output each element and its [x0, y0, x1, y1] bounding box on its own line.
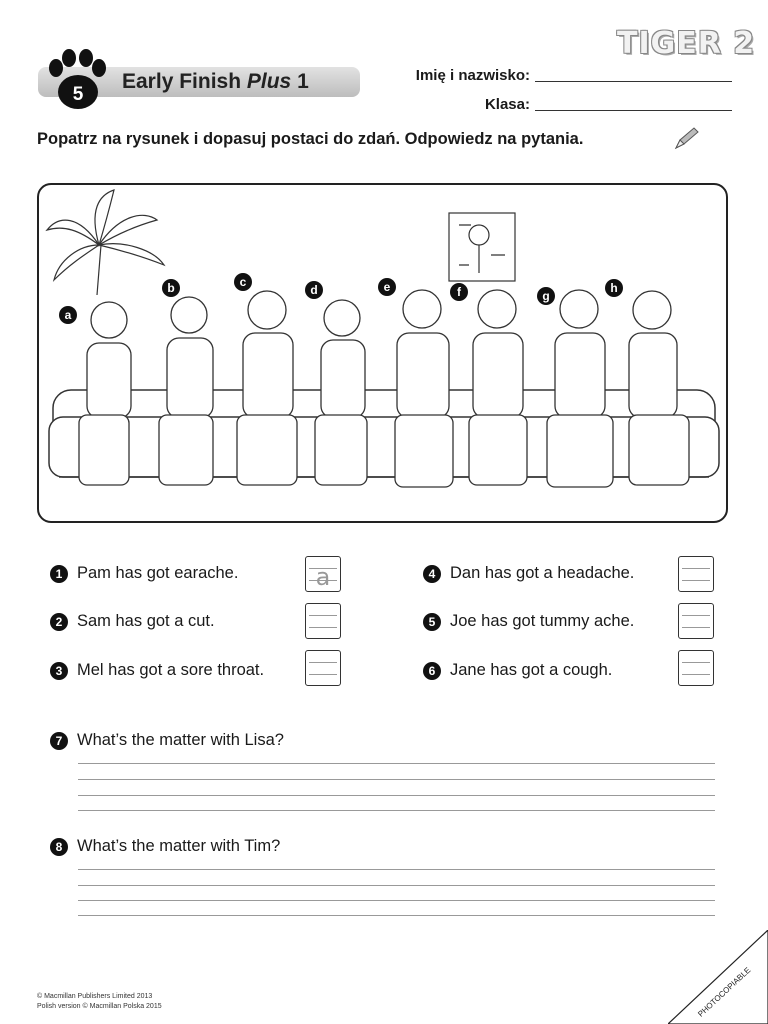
tiger-logo: TIGER 2 — [617, 26, 756, 61]
title-main: Early Finish — [122, 70, 247, 93]
item-sentence: Mel has got a sore throat. — [77, 661, 265, 679]
item-sentence: Jane has got a cough. — [450, 661, 613, 679]
item-number: 4 — [423, 565, 441, 583]
item-number: 3 — [50, 662, 68, 680]
character-d — [315, 300, 367, 485]
character-f — [469, 290, 527, 485]
title-number: 1 — [291, 70, 309, 93]
answer-box[interactable] — [678, 603, 714, 639]
item-number: 5 — [423, 613, 441, 631]
letter-c: c — [234, 273, 252, 291]
answer-example: a — [315, 563, 331, 591]
worksheet-title — [122, 70, 309, 94]
answer-line[interactable] — [78, 869, 715, 870]
item-sentence: Sam has got a cut. — [77, 612, 215, 630]
photocopiable-label: PHOTOCOPIABLE — [696, 965, 753, 1019]
item-number: 1 — [50, 565, 68, 583]
instruction-text: Popatrz na rysunek i dopasuj postaci do zdań. Odpowiedz na pytania. — [37, 130, 584, 148]
unit-number: 5 — [72, 84, 84, 105]
letter-g: g — [537, 287, 555, 305]
class-field[interactable] — [535, 110, 732, 111]
answer-box[interactable] — [305, 556, 341, 592]
letter-b: b — [162, 279, 180, 297]
illustration-frame — [37, 183, 728, 523]
character-e — [395, 290, 453, 487]
title-plus: Plus — [246, 70, 292, 93]
character-c — [237, 291, 297, 485]
answer-box[interactable] — [678, 556, 714, 592]
answer-box[interactable] — [305, 603, 341, 639]
item-number: 6 — [423, 662, 441, 680]
answer-line[interactable] — [78, 885, 715, 886]
palm-plant-icon — [47, 190, 164, 295]
question-text: What’s the matter with Tim? — [77, 837, 281, 855]
copyright-line: © Macmillan Publishers Limited 2013 — [37, 993, 153, 1000]
question-number: 8 — [50, 838, 68, 856]
letter-e: e — [378, 278, 396, 296]
item-sentence: Dan has got a headache. — [450, 564, 635, 582]
letter-f: f — [450, 283, 468, 301]
answer-line[interactable] — [78, 795, 715, 796]
answer-line[interactable] — [78, 810, 715, 811]
waiting-room-illustration — [39, 185, 726, 521]
name-label: Imię i nazwisko: — [415, 67, 530, 84]
answer-line[interactable] — [78, 900, 715, 901]
item-number: 2 — [50, 613, 68, 631]
letter-a: a — [59, 306, 77, 324]
name-field[interactable] — [535, 81, 732, 82]
letter-h: h — [605, 279, 623, 297]
sofa — [49, 390, 719, 477]
anatomy-poster — [449, 213, 515, 281]
question-number: 7 — [50, 732, 68, 750]
item-sentence: Joe has got tummy ache. — [450, 612, 635, 630]
answer-box[interactable] — [678, 650, 714, 686]
character-g — [547, 290, 613, 487]
letter-d: d — [305, 281, 323, 299]
character-a — [79, 302, 131, 485]
answer-line[interactable] — [78, 915, 715, 916]
pencil-icon — [672, 126, 700, 152]
question-text: What’s the matter with Lisa? — [77, 731, 284, 749]
character-h — [629, 291, 689, 485]
answer-line[interactable] — [78, 763, 715, 764]
answer-line[interactable] — [78, 779, 715, 780]
photocopiable-corner — [668, 930, 768, 1024]
copyright-line-polish: Polish version © Macmillan Polska 2015 — [37, 1003, 162, 1010]
item-sentence: Pam has got earache. — [77, 564, 239, 582]
character-b — [159, 297, 213, 485]
answer-box[interactable] — [305, 650, 341, 686]
class-label: Klasa: — [484, 96, 530, 113]
